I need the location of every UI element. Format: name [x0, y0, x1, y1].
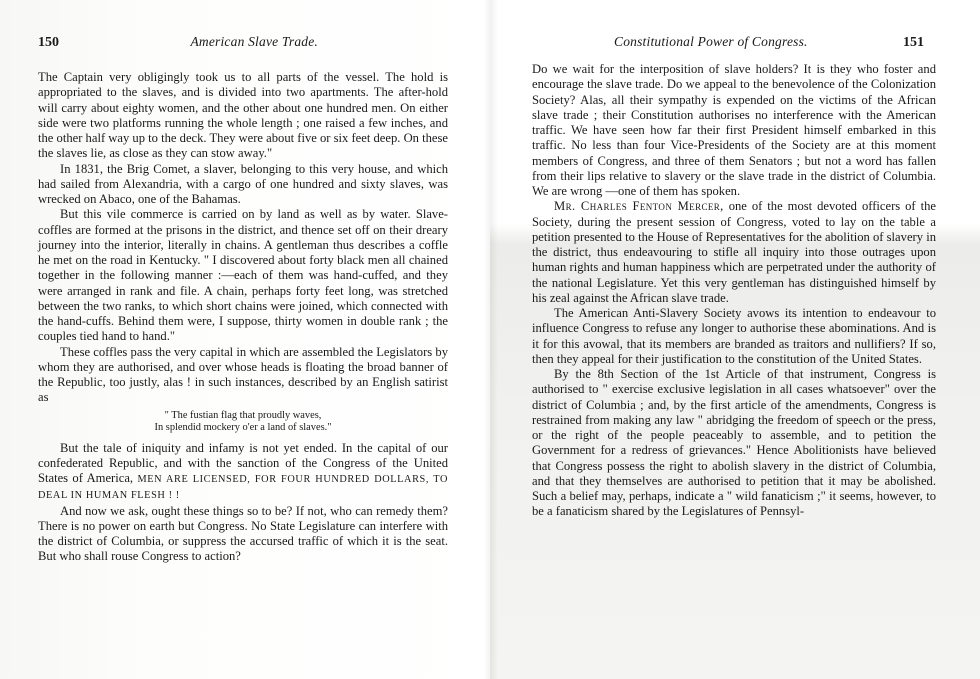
quote-line: " The fustian flag that proudly waves,: [164, 409, 322, 421]
capitalized-emphasis: MEN ARE LICENSED, FOR FOUR HUNDRED DOLLARS, TO DEAL IN HUMAN FLESH ! !: [38, 474, 448, 502]
paragraph: [38, 441, 448, 504]
right-page-number: 151: [903, 35, 924, 50]
paragraph: These coffles pass the very capital in which are assembled the Legislators by whom they are authorised, and over whose heads is floating the broad banner of the Republic, too justly, alas ! in such instances, described by an English satirist as: [38, 344, 448, 405]
left-running-title: American Slave Trade.: [190, 34, 318, 49]
person-name: Mr. Charles Fenton Mercer,: [554, 199, 724, 214]
right-page-header: [614, 34, 924, 56]
paragraph: By the 8th Section of the 1st Article of that instrument, Congress is authorised to " exercise exclusive legislation in all cases whatsoever" over the district of Columbia ; and, by the first article of the amendments, Congress is restrained from making any law " abridging the freedom of speech or the press, or the right of the people peaceably to assemble, and to petition the Government for a redress of grievances." Hence Abolitionists have believed that Congress possess the right to abolish slavery in the district of Columbia, and that they themselves are authorised to petition that it may be abolished. Such a belief may, perhaps, indicate a " wild fanaticism ;" it seems, however, to be a fanaticism shared by the Legislatures of Pennsyl-: [532, 367, 936, 519]
book-gutter: [484, 0, 498, 679]
paragraph: [532, 199, 936, 306]
paragraph: The Captain very obligingly took us to all parts of the vessel. The hold is appropriated to the slaves, and is divided into two apartments. The after-hold will carry about eighty women, and the other about one hundred men. On either side were two platforms running the whole length ; one raised a few inches, and the other half way up to the deck. They were about five or six feet deep. On these the slaves lie, as close as they can stow away.": [38, 70, 448, 161]
paragraph: In 1831, the Brig Comet, a slaver, belonging to this very house, and which had sailed from Alexandria, with a cargo of one hundred and sixty slaves, was wrecked on Abaco, one of the Bahamas.: [38, 161, 448, 206]
left-page-number: 150: [38, 35, 59, 50]
left-page-body: [38, 70, 448, 565]
quote-line: In splendid mockery o'er a land of slaves.": [154, 422, 332, 433]
paragraph-text: But the tale of iniquity and infamy is not yet ended. In the capital of our confederated Republic, and with the sanction of the Congress of the United States of America,: [38, 440, 448, 485]
paragraph: Do we wait for the interposition of slave holders? It is they who foster and encourage the slave trade. Do we appeal to the benevolence of the Colonization Society? Alas, all their sympathy is expended on the victims of the African slave trade ; their Constitution authorises no interference with the American traffic. We have seen how far their first President himself embarked in this traffic. No less than four Vice-Presidents of the Society are at this moment members of Congress, and three of them Senators ; but not a word has fallen from their lips relative to slavery or the slave trade in the district of Columbia. We are wrong —one of them has spoken.: [532, 62, 936, 198]
paragraph: And now we ask, ought these things so to be? If not, who can remedy them? There is no power on earth but Congress. No State Legislature can interfere with the district of Columbia, or suppress the accursed traffic of which it is the seat. But who shall rouse Congress to action?: [38, 503, 448, 564]
right-page-body: [532, 62, 936, 520]
paragraph: The American Anti-Slavery Society avows its intention to endeavour to influence Congress to refuse any longer to authorise these abominations. And is it for this avowal, that its members are branded as traitors and nullifiers? If so, then they appeal for their justification to the constitution of the United States.: [532, 306, 936, 366]
paragraph: But this vile commerce is carried on by land as well as by water. Slave-coffles are formed at the prisons in the district, and thence set off on their dreary journey into the interior, literally in chains. A gentleman thus describes a coffle he met on the road in Kentucky. " I discovered about forty black men all chained together in the following manner :—each of them was hand-cuffed, and they were arranged in rank and file. A chain, perhaps forty feet long, was stretched between the two ranks, to which short chains were joined, which connected with the hand-cuffs. Behind them were, I suppose, thirty women in double rank ; the couples tied hand to hand.": [38, 207, 448, 344]
verse-quote: [38, 410, 448, 435]
paragraph-text: one of the most devoted officers of the Society, during the present session of Congress, voted to lay on the table a petition presented to the House of Representatives for the abolition of slavery in the district, thus endeavouring to stifle all inquiry into those outrages upon human rights and human happiness which are perpetrated under the authority of the national Legislature. Yet this very gentleman has distinguished himself by his zeal against the African slave trade.: [532, 199, 936, 305]
right-running-title: Constitutional Power of Congress.: [614, 34, 808, 49]
left-page-header: [38, 34, 448, 56]
